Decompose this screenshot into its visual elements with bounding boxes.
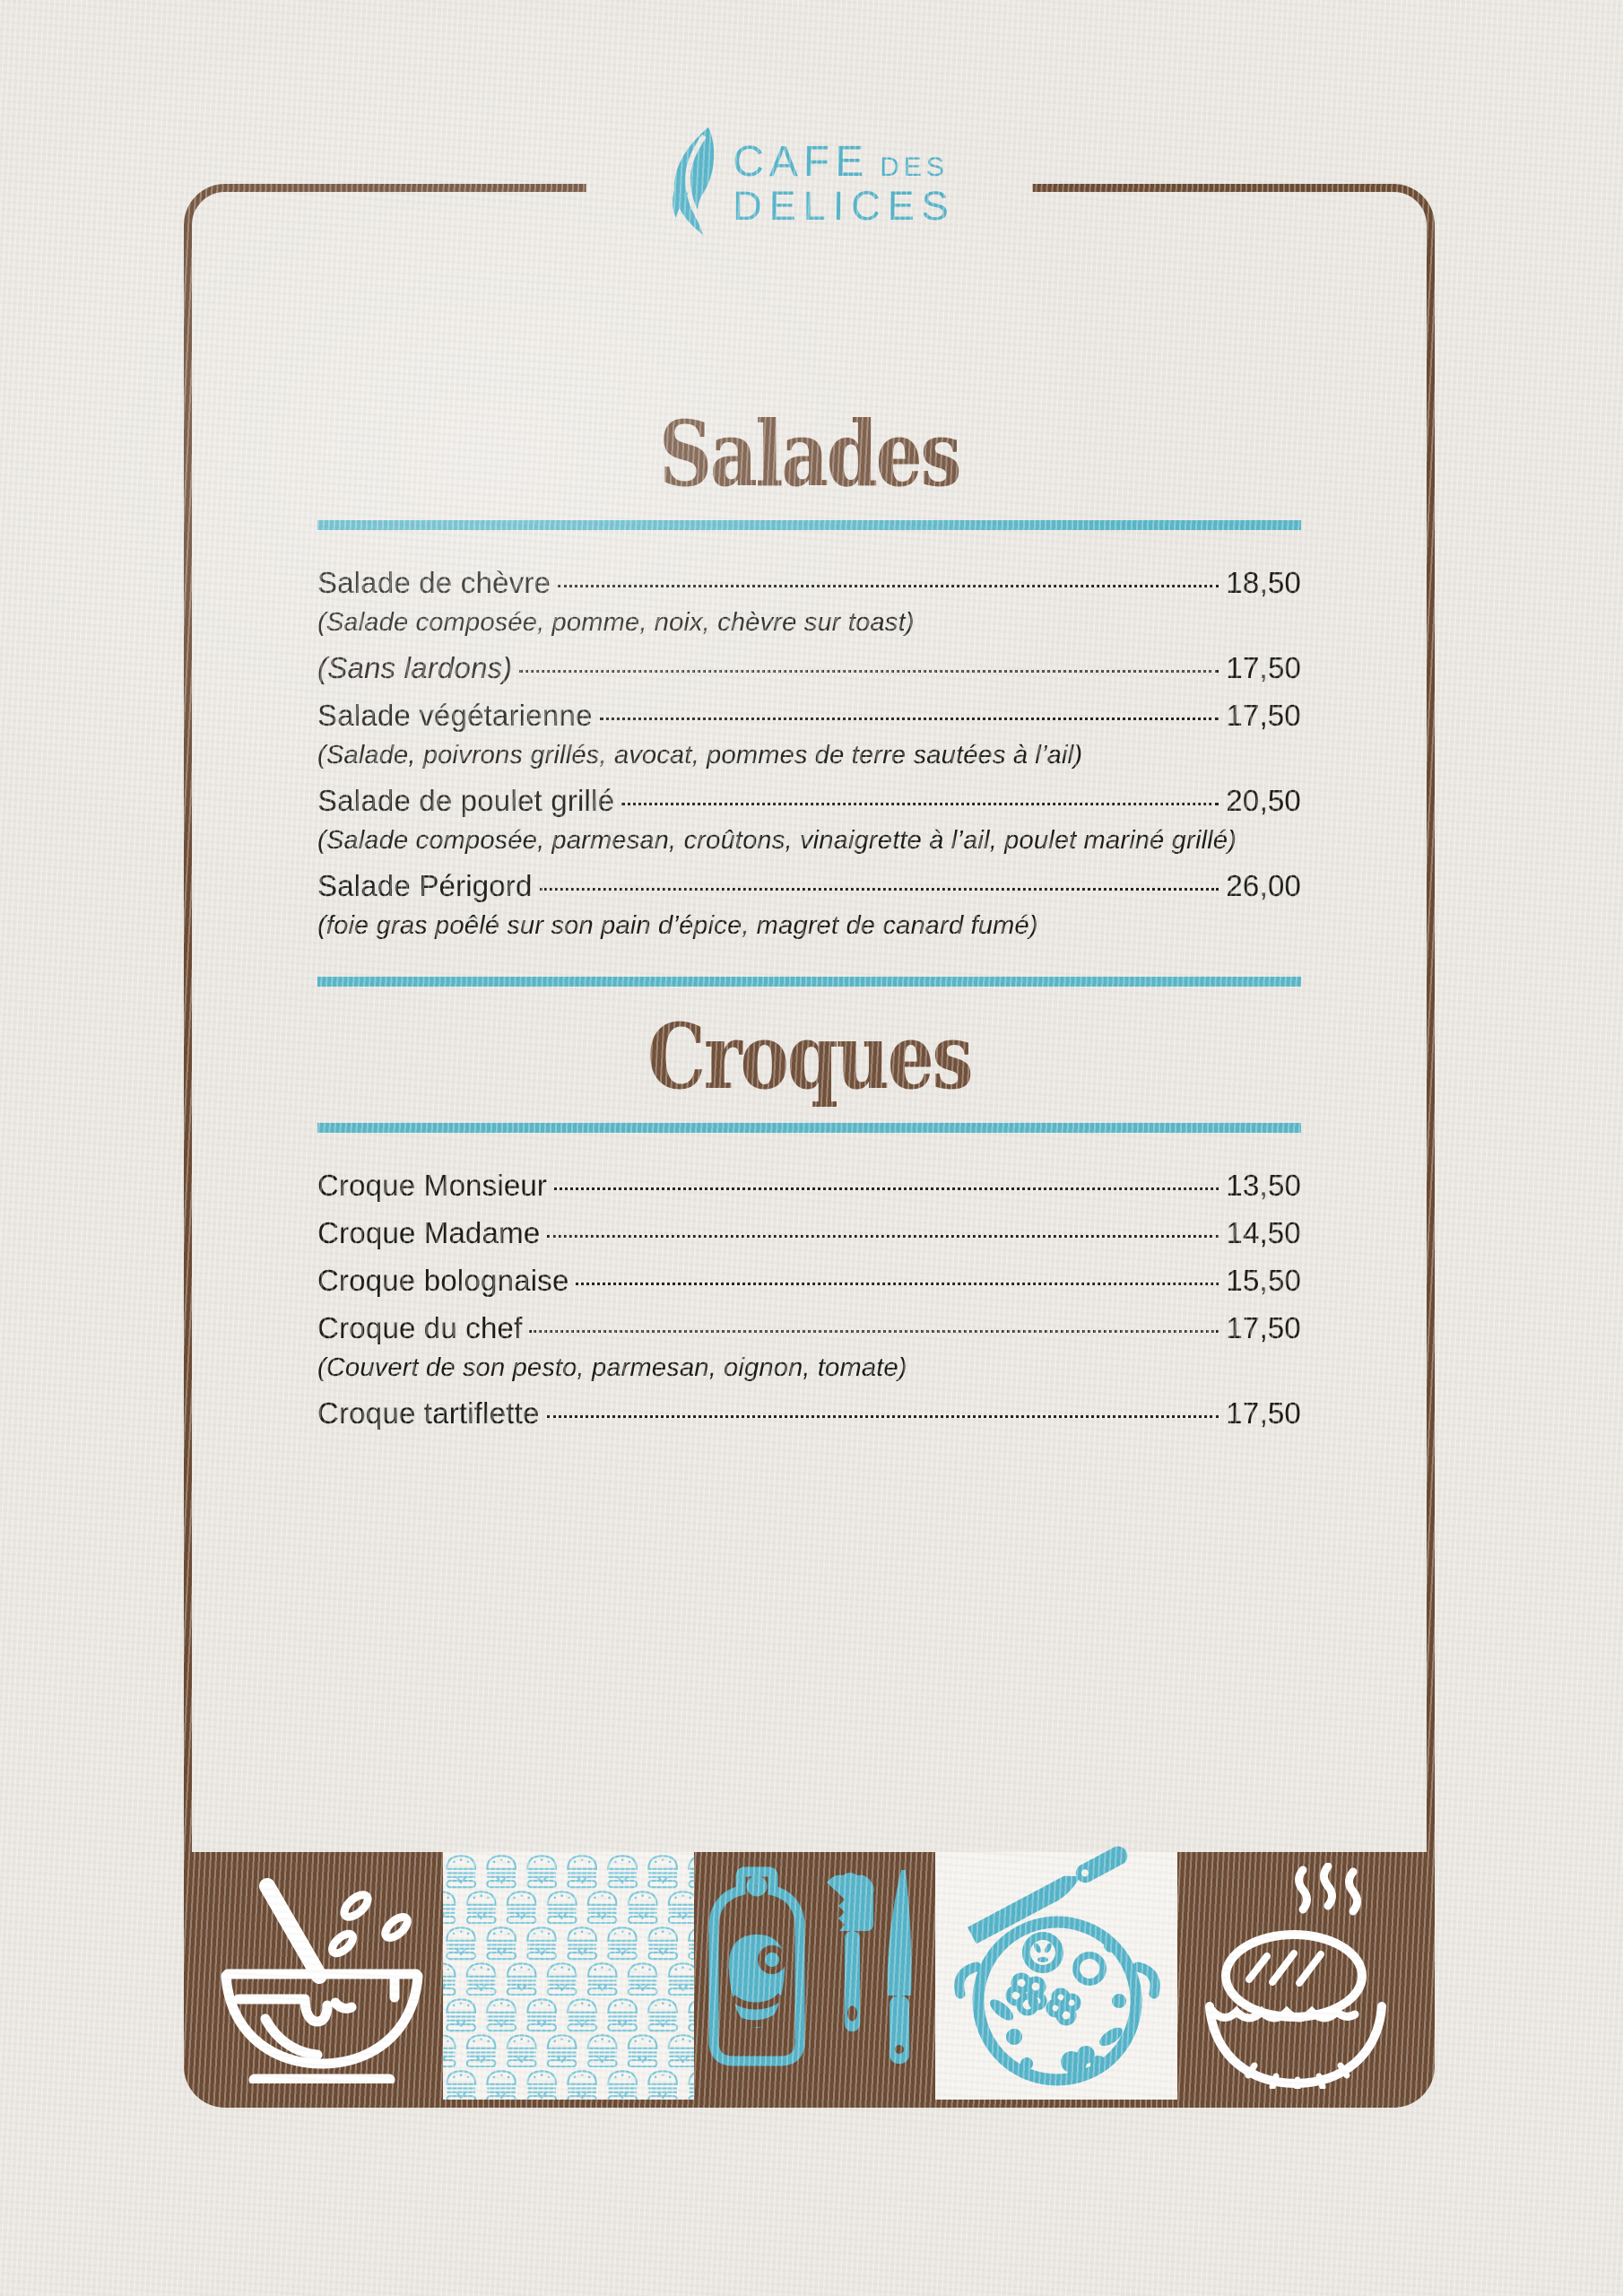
item-name: Salade de poulet grillé	[317, 784, 615, 817]
menu-item-row	[317, 566, 1301, 600]
item-name: Croque du chef	[317, 1311, 523, 1344]
brand-word-delices: DELICES	[733, 183, 956, 229]
title-underline	[317, 520, 1301, 530]
item-price: 18,50	[1226, 566, 1301, 599]
menu-item-row	[317, 869, 1301, 903]
item-price: 20,50	[1226, 784, 1301, 817]
menu-item-row	[317, 699, 1301, 733]
cutting-board-icon	[703, 1865, 927, 2087]
item-name: Salade Périgord	[317, 869, 533, 902]
dot-leader	[576, 1283, 1219, 1285]
item-price: 17,50	[1226, 699, 1301, 732]
menu-item-row	[317, 1169, 1301, 1203]
item-name: (Sans lardons)	[317, 651, 513, 684]
item-description: (foie gras poêlé sur son pain d’épice, magret de canard fumé)	[317, 911, 1038, 940]
item-name: Salade végétarienne	[317, 699, 593, 732]
dot-leader	[547, 1235, 1219, 1238]
grill-icon	[1186, 1863, 1409, 2089]
menu-item-row	[317, 784, 1301, 818]
burger-pattern	[443, 1852, 694, 2100]
item-name: Croque Madame	[317, 1216, 541, 1249]
section-separator	[317, 977, 1301, 987]
illustration-banner	[192, 1852, 1427, 2100]
item-price: 14,50	[1226, 1216, 1301, 1249]
item-price: 17,50	[1226, 1311, 1301, 1344]
flame-icon	[663, 126, 727, 241]
dot-leader	[554, 1187, 1219, 1190]
menu-frame	[184, 138, 1435, 2108]
logo	[586, 122, 1033, 245]
item-description: (Salade, poivrons grillés, avocat, pommes de terre sautées à l’ail)	[317, 741, 1083, 770]
menu-item-row	[317, 1311, 1301, 1345]
item-name: Salade de chèvre	[317, 566, 551, 599]
dot-leader	[547, 1415, 1219, 1418]
item-price: 13,50	[1226, 1169, 1301, 1202]
brand-word-cafe: CAFE	[733, 138, 870, 186]
brand-word-des: DES	[880, 152, 949, 182]
item-description: (Salade composée, pomme, noix, chèvre sur toast)	[317, 608, 915, 637]
menu-item-row	[317, 1216, 1301, 1250]
item-price: 26,00	[1226, 869, 1301, 902]
menu-content	[317, 192, 1301, 1444]
item-price: 17,50	[1226, 1396, 1301, 1430]
item-name: Croque tartiflette	[317, 1396, 540, 1430]
dot-leader	[600, 718, 1219, 720]
section-title: Croques	[647, 1004, 972, 1109]
dot-leader	[558, 585, 1219, 587]
item-name: Croque Monsieur	[317, 1169, 548, 1202]
mixing-bowl-icon	[210, 1868, 434, 2083]
item-price: 15,50	[1226, 1264, 1301, 1297]
item-price: 17,50	[1226, 651, 1301, 684]
item-name: Croque bolognaise	[317, 1264, 569, 1297]
brand-name	[733, 138, 956, 229]
dot-leader	[519, 670, 1219, 673]
dot-leader	[529, 1330, 1219, 1333]
dot-leader	[621, 803, 1219, 805]
dot-leader	[540, 888, 1219, 891]
title-underline	[317, 1123, 1301, 1133]
menu-item-row	[317, 1396, 1301, 1431]
vegetable-pot-icon	[935, 1852, 1177, 2100]
item-description: (Couvert de son pesto, parmesan, oignon, tomate)	[317, 1353, 907, 1382]
item-description: (Salade composée, parmesan, croûtons, vinaigrette à l’ail, poulet mariné grillé)	[317, 826, 1237, 855]
menu-item-row	[317, 651, 1301, 685]
menu-item-row	[317, 1264, 1301, 1298]
section-title: Salades	[658, 401, 960, 507]
